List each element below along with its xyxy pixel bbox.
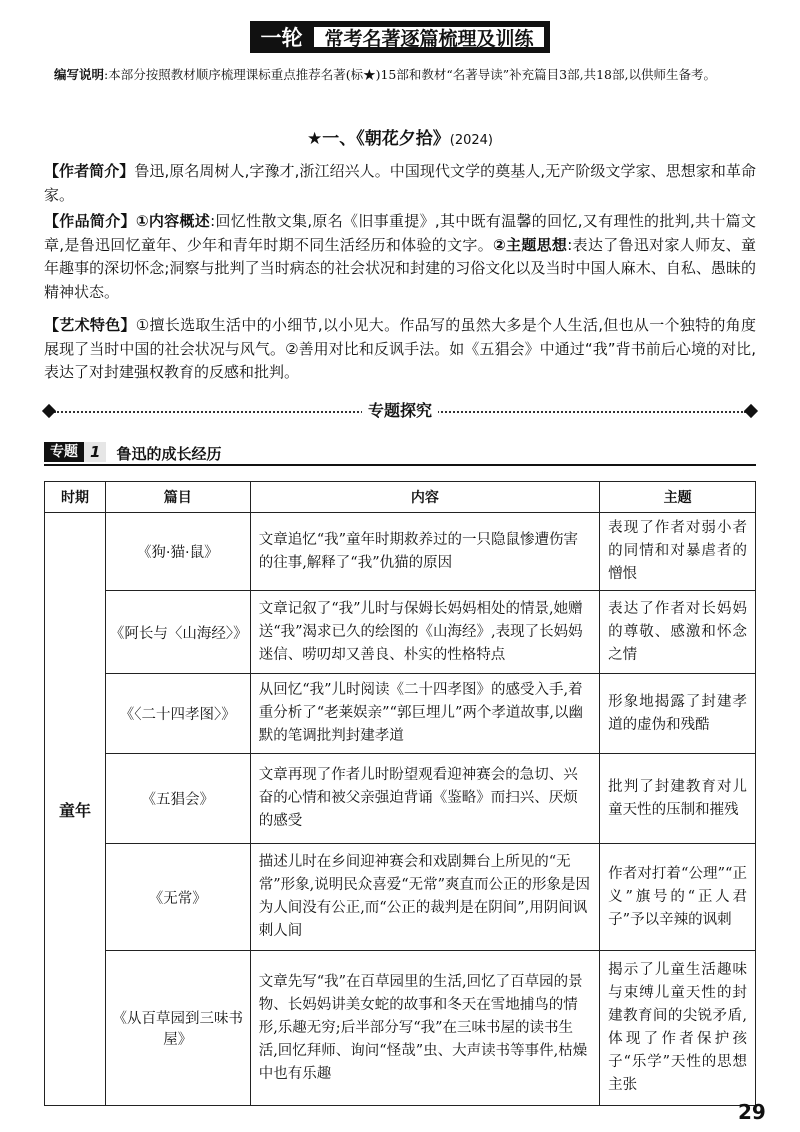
piece-cell: 《〈二十四孝图〉》 bbox=[105, 674, 250, 754]
author-intro bbox=[44, 160, 756, 207]
table-row bbox=[45, 591, 756, 674]
piece-cell: 《阿长与〈山海经〉》 bbox=[105, 591, 250, 674]
page-number: 29 bbox=[738, 1100, 766, 1124]
topic-badge-number: 1 bbox=[84, 442, 106, 462]
piece-cell: 《狗·猫·鼠》 bbox=[105, 513, 250, 591]
growth-table bbox=[44, 481, 756, 1106]
topic-badge bbox=[44, 442, 106, 462]
theme-cell: 作者对打着“公理”“正义”旗号的“正人君子”予以辛辣的讽刺 bbox=[600, 844, 756, 951]
piece-cell: 《无常》 bbox=[105, 844, 250, 951]
table-row bbox=[45, 674, 756, 754]
header-content: 内容 bbox=[250, 482, 599, 513]
section-divider bbox=[44, 398, 756, 424]
theme-cell: 表现了作者对弱小者的同情和对暴虐者的憎恨 bbox=[600, 513, 756, 591]
work-intro bbox=[44, 210, 756, 304]
author-text: 鲁迅,原名周树人,字豫才,浙江绍兴人。中国现代文学的奠基人,无产阶级文学家、思想家和革命家。 bbox=[44, 162, 756, 204]
editor-note bbox=[54, 64, 754, 86]
section-year: (2024) bbox=[449, 133, 493, 148]
art-features bbox=[44, 314, 756, 385]
theme-cell: 表达了作者对长妈妈的尊敬、感激和怀念之情 bbox=[600, 591, 756, 674]
header-banner bbox=[250, 21, 549, 53]
header-title: 常考名著逐篇梳理及训练 bbox=[312, 25, 545, 49]
art-tag: 【艺术特色】 bbox=[44, 316, 136, 334]
theme-cell: 揭示了儿童生活趣味与束缚儿童天性的封建教育间的尖锐矛盾,体现了作者保护孩子“乐学”天性的思想主张 bbox=[600, 951, 756, 1106]
work-label-2: ②主题思想 bbox=[493, 235, 568, 254]
piece-cell: 《从百草园到三味书屋》 bbox=[105, 951, 250, 1106]
work-label-1: ①内容概述 bbox=[135, 212, 211, 230]
content-cell: 描述儿时在乡间迎神赛会和戏剧舞台上所见的“无常”形象,说明民众喜爱“无常”爽直而公正的形象是因为人间没有公正,而“公正的裁判是在阴间”,用阴间讽刺人间 bbox=[250, 844, 599, 951]
theme-cell: 形象地揭露了封建孝道的虚伪和残酷 bbox=[600, 674, 756, 754]
topic-badge-label: 专题 bbox=[44, 442, 84, 462]
section-title bbox=[0, 124, 800, 149]
page-header bbox=[0, 22, 800, 52]
header-round-label: 一轮 bbox=[252, 23, 310, 51]
header-piece: 篇目 bbox=[105, 482, 250, 513]
section-title-text: ★一、《朝花夕拾》 bbox=[307, 129, 450, 149]
content-cell: 从回忆“我”儿时阅读《二十四孝图》的感受入手,着重分析了“老莱娱亲”“郭巨埋儿”两个孝道故事,以幽默的笔调批判封建孝道 bbox=[250, 674, 599, 754]
art-text: ①擅长选取生活中的小细节,以小见大。作品写的虽然大多是个人生活,但也从一个独特的角度展现了当时中国的社会状况与风气。②善用对比和反讽手法。如《五猖会》中通过“我”背书前后心境的对比,表达了对封建强权教育的反感和批判。 bbox=[44, 316, 756, 381]
author-tag: 【作者简介】 bbox=[44, 162, 135, 180]
table-row bbox=[45, 844, 756, 951]
header-period: 时期 bbox=[45, 482, 106, 513]
work-text-1: :回忆性散文集,原名《旧事重提》,其中既有温馨的回忆,又有理性的批判,共十篇文章,是鲁迅回忆童年、少年和青年时期不同生活经历和体验的文字。 bbox=[44, 212, 756, 254]
topic-header bbox=[44, 442, 756, 466]
theme-cell: 批判了封建教育对儿童天性的压制和摧残 bbox=[600, 754, 756, 844]
table-header-row bbox=[45, 482, 756, 513]
header-theme: 主题 bbox=[600, 482, 756, 513]
editor-note-text: :本部分按照教材顺序梳理课标重点推荐名著(标★)15部和教材“名著导读”补充篇目3部,共18部,以供师生备考。 bbox=[104, 67, 716, 82]
topic-title: 鲁迅的成长经历 bbox=[116, 444, 222, 463]
content-cell: 文章再现了作者儿时盼望观看迎神赛会的急切、兴奋的心情和被父亲强迫背诵《鉴略》而扫兴、厌烦的感受 bbox=[250, 754, 599, 844]
table-row bbox=[45, 951, 756, 1106]
work-tag: 【作品简介】 bbox=[44, 212, 136, 230]
content-cell: 文章先写“我”在百草园里的生活,回忆了百草园的景物、长妈妈讲美女蛇的故事和冬天在雪地捕鸟的情形,乐趣无穷;后半部分写“我”在三味书屋的读书生活,回忆拜师、询问“怪哉”虫、大声读书等事件,枯燥中也有乐趣 bbox=[250, 951, 599, 1106]
table-row bbox=[45, 513, 756, 591]
content-cell: 文章追忆“我”童年时期救养过的一只隐鼠惨遭伤害的往事,解释了“我”仇猫的原因 bbox=[250, 513, 599, 591]
editor-note-label: 编写说明 bbox=[54, 67, 105, 82]
period-cell: 童年 bbox=[45, 513, 106, 1106]
content-cell: 文章记叙了“我”儿时与保姆长妈妈相处的情景,她赠送“我”渴求已久的绘图的《山海经》,表现了长妈妈迷信、唠叨却又善良、朴实的性格特点 bbox=[250, 591, 599, 674]
piece-cell: 《五猖会》 bbox=[105, 754, 250, 844]
divider-label: 专题探究 bbox=[362, 401, 438, 420]
work-text-2: :表达了鲁迅对家人师友、童年趣事的深切怀念;洞察与批判了当时病态的社会状况和封建的习俗文化以及当时中国人麻木、自私、愚昧的精神状态。 bbox=[44, 235, 756, 301]
table-row bbox=[45, 754, 756, 844]
